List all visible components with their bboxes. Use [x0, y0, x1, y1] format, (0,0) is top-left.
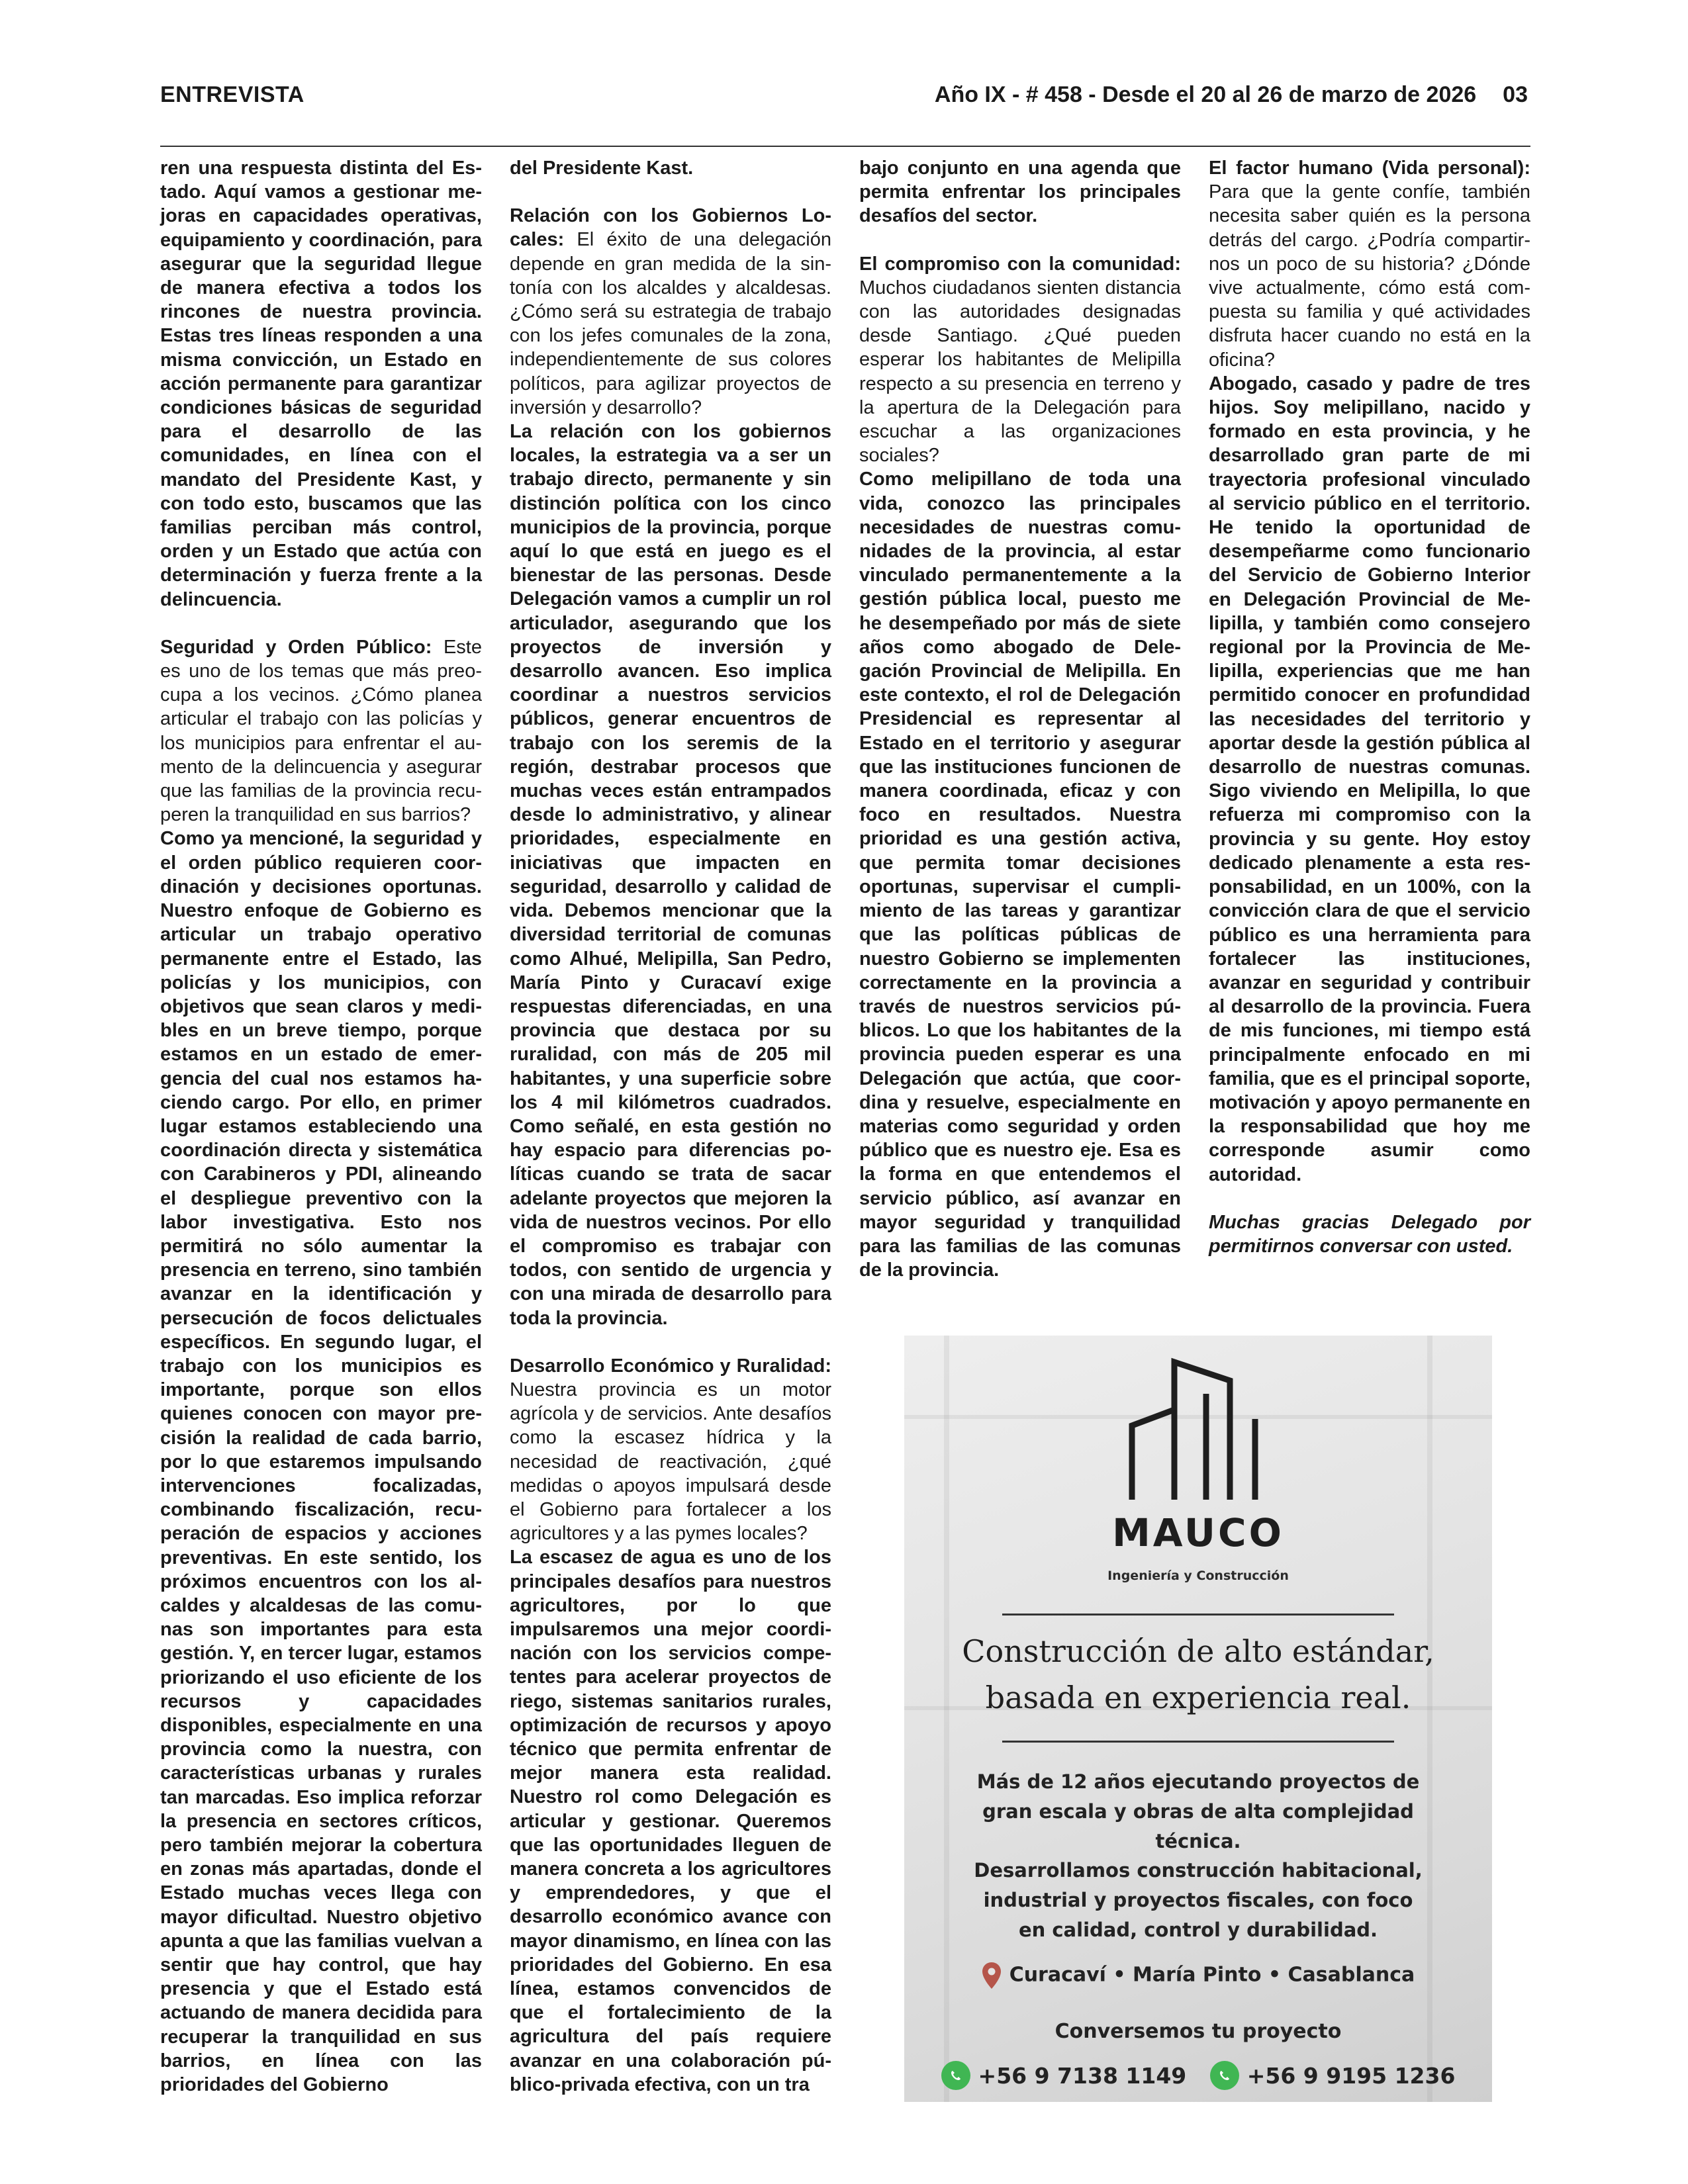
answer-paragraph: La relación con los gobiernos locales, la estrategia va a ser un trabajo directo, permanente y sin distinción política con los cinco municipios de la provincia, porque aquí lo que está en juego es el bienestar de las personas. Desde Delegación vamos a cumplir un rol articulador, asegurando que los proyectos de inversión y desarrollo avancen. Eso implica coordinar a nuestros servicios públicos, generar encuentros de trabajo con los seremis de la región, destrabar procesos que muchas veces están entrampados desde lo administrativo, y alinear prioridades, especialmente en iniciativas que impacten en seguridad, desarrollo y calidad de vida. Debemos mencionar que la diversidad territorial de comunas como Alhué, Melipilla, San Pedro, María Pinto y Curacaví exige respuestas diferenciadas, en una provincia que destaca por su ruralidad, con más de 205 mil habitantes, y una superficie sobre los 4 mil kilómetros cuadrados. Como señalé, en esta gestión no hay espacio para diferencias políticas cuando se trata de sacar adelante proyectos que mejoren la vida de nuestros vecinos. Por ello el compromiso es trabajar con todos, con sentido de urgencia y con una mirada de desarrollo para toda la provincia. [510, 421, 831, 1329]
question-topic: El compromiso con la comunidad: [859, 253, 1181, 275]
slogan-line-2: basada en experiencia real. [985, 1680, 1411, 1715]
issue-line [935, 82, 1528, 108]
ad-call-to-action: Conversemos tu proyecto [1055, 2020, 1342, 2043]
ad-divider [1002, 1614, 1394, 1615]
location-pin-icon [982, 1962, 1002, 1989]
advertisement [904, 1336, 1492, 2102]
answer-paragraph: Como ya mencioné, la seguridad y el orden público requieren coordinación y decisiones oportunas. Nuestro enfoque de Gobierno es articular un trabajo operativo permanente entre el Estado, las policías y los municipios, con objetivos que sean claros y medibles en un breve tiempo, porque estamos en un estado de emergencia del cual nos estamos haciendo cargo. Por ello, en primer lugar estamos estableciendo una coordinación directa y sistemática con Carabineros y PDI, alineando el despliegue preventivo con la labor investigativa. Esto nos permitirá no sólo aumentar la presencia en terreno, sino también avanzar en la identificación y persecución de focos delictuales específicos. En segundo lugar, el trabajo con los municipios es importante, porque son ellos quienes conocen con mayor precisión la realidad de cada barrio, por lo que estaremos impulsando intervenciones focalizadas, combinando fiscalización, recuperación de espacios y acciones preventivas. En este sentido, los próximos encuentros con los alcaldes y alcaldesas de las comunas son importantes para esta gestión. Y, en tercer lugar, estamos priorizando el uso eficiente de los recursos y capacidades disponibles, especialmente en una provincia como la nuestra, con características urbanas y rurales tan marcadas. Eso implica reforzar la presencia en sectores críticos, pero también mejorar la cobertura en zonas más apartadas, donde el Estado muchas veces llega con mayor dificultad. Nuestro objetivo apunta a que las familias vuelvan a sentir que hay control, que hay presencia y que el Estado está actuando de manera decidida para recuperar la tranquilidad en sus barrios, en línea con las prioridades del Gobierno [160, 828, 482, 2096]
question-topic: El factor humano (Vida personal): [1209, 158, 1530, 179]
question-text: Este es uno de los temas que más preocupa a los vecinos. ¿Cómo planea articular el trabajo con las policías y los municipios para enfrentar el aumento de la delincuencia y asegurar que las familias de la provincia recuperen la tranquilidad en sus barrios? [160, 636, 482, 826]
question-text: Muchos ciudadanos sienten distancia con las autoridades designadas desde Santiago. ¿Qué pueden esperar los habitantes de Melipilla respecto a su presencia en terreno y la apertura de la Delegación para escuchar a las organizaciones sociales? [859, 277, 1181, 467]
answer-paragraph: del Presidente Kast. [510, 158, 694, 179]
phone-number-2[interactable]: +56 9 9195 1236 [1246, 2062, 1456, 2089]
building-logo-icon [1119, 1346, 1278, 1505]
ad-divider [1002, 1741, 1394, 1743]
question-paragraph [1209, 156, 1530, 372]
page-number: 03 [1503, 82, 1528, 107]
question-topic: Seguridad y Orden Público: [160, 636, 432, 658]
question-text: El éxito de una delegación depende en gran medida de la sintonía con los alcaldes y alcaldesas. ¿Cómo será su estrategia de trabajo con los jefes comunales de la zona, independientemente de sus colores políticos, para agilizar proyectos de inversión y desarrollo? [510, 229, 832, 418]
ad-description-1: Más de 12 años ejecutando proyectos de gran escala y obras de alta complejidad técnica. [976, 1770, 1420, 1852]
section-title: ENTREVISTA [160, 82, 305, 107]
question-paragraph [510, 1354, 831, 1546]
question-paragraph [160, 635, 482, 827]
question-text: Nuestra provincia es un motor agrícola y de servicios. Ante desafíos como la escasez hídrica y la necesidad de reactivación, ¿qué medidas o apoyos impulsará desde el Gobierno para fortalecer a los agricultores y a las pymes locales? [510, 1379, 831, 1545]
ad-slogan [904, 1628, 1492, 1721]
answer-paragraph: bajo conjunto en una agenda que permita enfrentar los principales desafíos del sector. [859, 158, 1181, 227]
ad-locations [904, 1962, 1492, 1989]
ad-phones [904, 2061, 1492, 2095]
answer-paragraph: La escasez de agua es uno de los principales desafíos para nuestros agricultores, por lo que impulsaremos una mejor coordinación con los servicios competentes para acelerar proyectos de riego, sistemas sanitarios rurales, optimización de recursos y apoyo técnico que permita enfrentar de mejor manera esta realidad. Nuestro rol como Delegación es articular y gestionar. Queremos que las oportunidades lleguen de manera concreta a los agricultores y emprendedores, y que el desarrollo económico avance con mayor dinamismo, en línea con las prioridades del Gobierno. En esa línea, estamos convencidos de que el fortalecimiento de la agricultura del país requiere avanzar en una colaboración público-privada efectiva, con un tra [510, 1547, 831, 2095]
question-paragraph [510, 204, 831, 420]
ad-description-2: Desarrollamos construcción habitacional, industrial y proyectos fiscales, con foco en calidad, control y durabilidad. [974, 1859, 1423, 1941]
whatsapp-icon [1210, 2061, 1239, 2090]
question-paragraph [859, 252, 1181, 468]
question-text: Para que la gente confíe, también necesita saber quién es la persona detrás del cargo. ¿Podría compartirnos un poco de su historia? ¿Dónde vive actualmente, cómo está compuesta su familia y qué actividades disfruta hacer cuando no está en la oficina? [1209, 181, 1530, 371]
brand-subtitle: Ingeniería y Construcción [1107, 1569, 1289, 1583]
brand-name: MAUCO [1112, 1510, 1284, 1555]
whatsapp-icon [941, 2061, 970, 2090]
answer-paragraph: Abogado, casado y padre de tres hijos. Soy melipillano, nacido y formado en esta provincia, y he desarrollado gran parte de mi trayectoria profesional vinculado al servicio público en el territorio. He tenido la oportunidad de desempeñarme como funcionario del Servicio de Gobierno Interior en Delegación Provincial de Melipilla, y también como consejero regional por la Provincia de Melipilla, experiencias que me han permitido conocer en profundidad las necesidades del territorio y aportar desde la gestión pública al desarrollo de nuestras comunas. Sigo viviendo en Melipilla, lo que refuerza mi compromiso con la provincia y su gente. Hoy estoy dedicado plenamente a esta responsabilidad, en un 100%, con la convicción clara de que el servicio público es una herramienta para fortalecer las instituciones, avanzar en seguridad y contribuir al desarrollo de la provincia. Fuera de mis funciones, mi tiempo está principalmente enfocado en mi familia, que es el principal soporte, motivación y apoyo permanente en la responsabilidad que hoy me corresponde asumir como autoridad. [1209, 373, 1530, 1185]
answer-paragraph: ren una respuesta distinta del Estado. Aquí vamos a gestionar mejoras en capacidades operativas, equipamiento y coordinación, para asegurar que la seguridad llegue de manera efectiva a todos los rincones de nuestra provincia. Estas tres líneas responden a una misma convicción, un Estado en acción permanente para garantizar condiciones básicas de seguridad para el desarrollo de las comunidades, en línea con el mandato del Presidente Kast, y con todo esto, buscamos que las familias perciban más control, orden y un Estado que actúa con determinación y fuerza frente a la delincuencia. [160, 158, 482, 610]
article-column-1 [160, 156, 482, 2097]
article-column-3 [859, 156, 1181, 1282]
slogan-line-1: Construcción de alto estándar, [962, 1633, 1434, 1669]
article-column-2 [510, 156, 831, 2097]
question-topic: Desarrollo Económico y Ruralidad: [510, 1355, 831, 1377]
issue-info: Año IX - # 458 - Desde el 20 al 26 de marzo de 2026 [934, 82, 1477, 107]
phone-entry[interactable] [1210, 2061, 1456, 2090]
closing-remark: Muchas gracias Delegado por permitirnos conversar con usted. [1209, 1211, 1530, 1257]
article-column-4 [1209, 156, 1530, 1258]
locations-text: Curacaví • María Pinto • Casablanca [1009, 1963, 1415, 1987]
answer-paragraph: Como melipillano de toda una vida, conozco las principales necesidades de nuestras comunidades de la provincia, al estar vinculado permanentemente a la gestión pública local, puesto me he desempeñado por más de siete años como abogado de Delegación Provincial de Melipilla. En este contexto, el rol de Delegación Presidencial es representar al Estado en el territorio y asegurar que las instituciones funcionen de manera coordinada, eficaz y con foco en resultados. Nuestra prioridad es una gestión activa, que permita tomar decisiones oportunas, supervisar el cumplimiento de las tareas y garantizar que las políticas públicas de nuestro Gobierno se implementen correctamente en la provincia a través de nuestros servicios públicos. Lo que los habitantes de la provincia pueden esperar es una Delegación que actúa, que coordina y resuelve, especialmente en materias como seguridad y orden público que es nuestro eje. Esa es la forma en que entendemos el servicio público, así avanzar en mayor seguridad y tranquilidad para las familias de las comunas de la provincia. [859, 469, 1181, 1281]
question-topic: Relación con los Gobiernos Locales: [510, 205, 831, 251]
phone-number-1[interactable]: +56 9 7138 1149 [978, 2062, 1187, 2089]
phone-entry[interactable] [941, 2061, 1187, 2090]
header-rule [160, 146, 1530, 147]
